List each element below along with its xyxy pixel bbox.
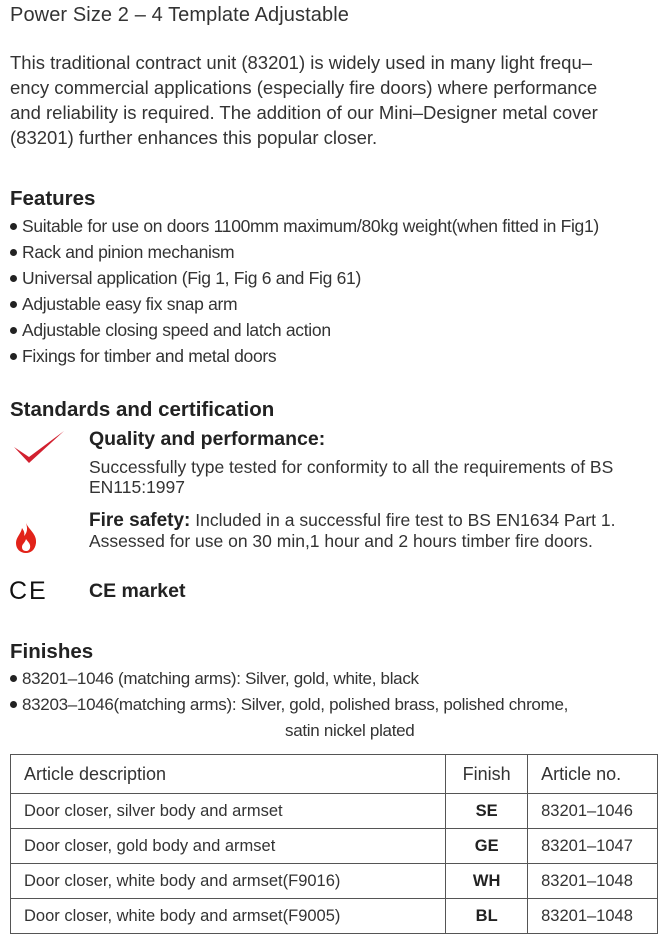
article-description: Door closer, white body and armset(F9016) (11, 864, 446, 899)
column-header: Finish (446, 755, 528, 794)
list-item (8, 239, 663, 265)
bullet-icon (10, 275, 17, 282)
fire-icon (13, 522, 39, 554)
feature-text: Fixings for timber and metal doors (22, 346, 277, 366)
finish-code: BL (446, 899, 528, 934)
column-header: Article no. (528, 755, 658, 794)
finish-code: WH (446, 864, 528, 899)
bullet-icon (10, 353, 17, 360)
features-heading: Features (10, 187, 96, 210)
finish-code: GE (446, 829, 528, 864)
intro-line: ency commercial applications (especially fire doors) where performance (10, 77, 598, 98)
article-number: 83201–1048 (528, 864, 658, 899)
list-item (8, 666, 663, 692)
feature-text: Universal application (Fig 1, Fig 6 and Fig 61) (22, 268, 361, 288)
fire-safety-title: Fire safety: (89, 510, 191, 531)
list-item (8, 692, 663, 718)
article-number: 83201–1047 (528, 829, 658, 864)
article-description: Door closer, gold body and armset (11, 829, 446, 864)
table-row (11, 864, 658, 899)
quality-title: Quality and performance: (89, 428, 326, 450)
bullet-icon (10, 701, 17, 708)
ce-mark-icon: CE (9, 577, 48, 605)
finish-text: 83203–1046(matching arms): Silver, gold, polished brass, polished chrome, (22, 695, 569, 714)
feature-text: Adjustable easy fix snap arm (22, 294, 238, 314)
feature-text: Rack and pinion mechanism (22, 242, 235, 262)
checkmark-icon (12, 430, 66, 466)
article-description: Door closer, white body and armset(F9005) (11, 899, 446, 934)
features-list (8, 213, 663, 369)
list-item (8, 317, 663, 343)
intro-line: and reliability is required. The addition of our Mini–Designer metal cover (10, 102, 598, 123)
finishes-heading: Finishes (10, 640, 94, 663)
list-item (8, 343, 663, 369)
bullet-icon (10, 675, 17, 682)
bullet-icon (10, 223, 17, 230)
table-row (11, 829, 658, 864)
quality-text: Successfully type tested for conformity to all the requirements of BS EN115:1997 (89, 457, 614, 497)
list-item-continuation: satin nickel plated (285, 721, 415, 740)
page-title: Power Size 2 – 4 Template Adjustable (10, 4, 349, 26)
intro-line: (83201) further enhances this popular closer. (10, 127, 378, 148)
ce-title: CE market (89, 580, 186, 602)
column-header: Article description (11, 755, 446, 794)
list-item (8, 213, 663, 239)
article-table (10, 754, 658, 934)
bullet-icon (10, 301, 17, 308)
fire-safety-text (89, 510, 659, 551)
list-item (8, 291, 663, 317)
feature-text: Adjustable closing speed and latch action (22, 320, 331, 340)
finish-code: SE (446, 794, 528, 829)
list-item (8, 265, 663, 291)
table-row (11, 794, 658, 829)
fire-safety-description: Included in a successful fire test to BS EN1634 Part 1. Assessed for use on 30 min,1 hour and 2 hours timber fire doors. (89, 510, 616, 551)
article-description: Door closer, silver body and armset (11, 794, 446, 829)
bullet-icon (10, 249, 17, 256)
finishes-list (8, 666, 663, 744)
article-number: 83201–1046 (528, 794, 658, 829)
article-number: 83201–1048 (528, 899, 658, 934)
standards-heading: Standards and certification (10, 398, 275, 421)
bullet-icon (10, 327, 17, 334)
intro-line: This traditional contract unit (83201) is widely used in many light frequ– (10, 52, 593, 73)
intro-paragraph (10, 50, 660, 150)
table-row (11, 899, 658, 934)
table-header-row (11, 755, 658, 794)
finish-text: 83201–1046 (matching arms): Silver, gold, white, black (22, 669, 419, 688)
feature-text: Suitable for use on doors 1100mm maximum/80kg weight(when fitted in Fig1) (22, 216, 599, 236)
